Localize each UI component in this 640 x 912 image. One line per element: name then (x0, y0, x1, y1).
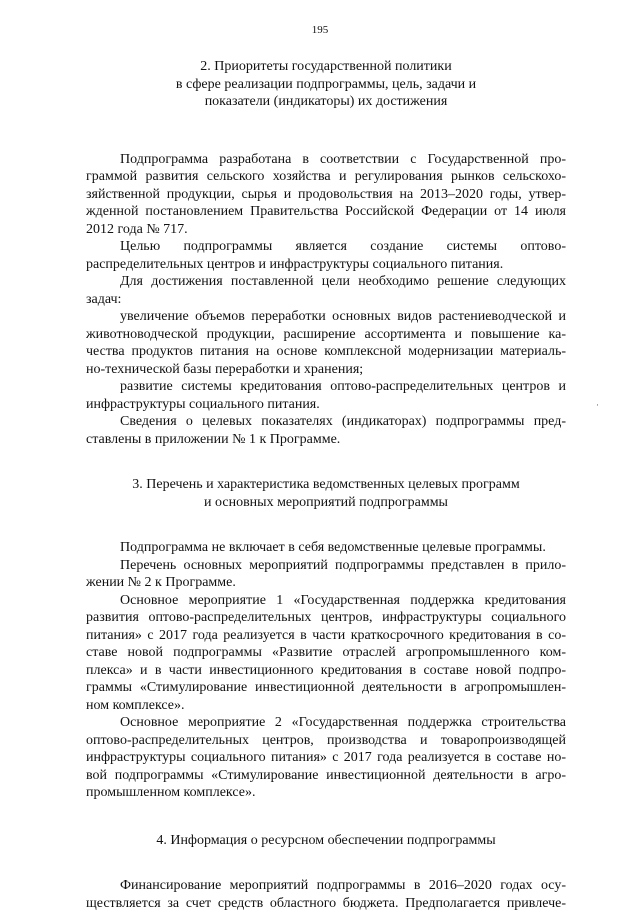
paragraph (86, 151, 566, 239)
text-line: промышленном комплексе». (86, 784, 566, 802)
text-line: Финансирование мероприятий подпрограммы в 2016–2020 годах осу- (86, 877, 566, 895)
text-line: развития оптово-распределительных центров, инфраструктуры социального (86, 609, 566, 627)
text-line: развитие системы кредитования оптово-распределительных центров и (86, 378, 566, 396)
section-2-heading (86, 58, 566, 111)
text-line: увеличение объемов переработки основных видов растениеводческой и (86, 308, 566, 326)
scan-artifact-mark: · (596, 400, 599, 410)
text-line: граммой развития сельского хозяйства и регулирования рынков сельскохо- (86, 168, 566, 186)
heading-line: 2. Приоритеты государственной политики (86, 58, 566, 76)
text-line: чества продуктов питания на основе комплексной модернизации материаль- (86, 343, 566, 361)
text-line: оптово-распределительных центров, производства и товаропроизводящей (86, 732, 566, 750)
paragraph (86, 714, 566, 802)
heading-line: показатели (индикаторы) их достижения (86, 93, 566, 111)
paragraph (86, 238, 566, 273)
text-line: Подпрограмма разработана в соответствии с Государственной про- (86, 151, 566, 169)
paragraph (86, 378, 566, 413)
text-line: жденной постановлением Правительства Российской Федерации от 14 июля (86, 203, 566, 221)
text-line: вой подпрограммы «Стимулирование инвестиционной деятельности в агро- (86, 767, 566, 785)
paragraph (86, 877, 566, 912)
text-line: животноводческой продукции, расширение ассортимента и повышение ка- (86, 326, 566, 344)
text-line: ном комплексе». (86, 697, 566, 715)
paragraph (86, 539, 566, 557)
text-line: Основное мероприятие 1 «Государственная поддержка кредитования (86, 592, 566, 610)
text-line: но-технической базы переработки и хранения; (86, 361, 566, 379)
text-line: жении № 2 к Программе. (86, 574, 566, 592)
paragraph (86, 557, 566, 592)
heading-line: и основных мероприятий подпрограммы (86, 494, 566, 512)
text-line: ставе новой подпрограммы «Развитие отраслей агропромышленного ком- (86, 644, 566, 662)
text-line: Сведения о целевых показателях (индикаторах) подпрограммы пред- (86, 413, 566, 431)
text-line: Основное мероприятие 2 «Государственная поддержка строительства (86, 714, 566, 732)
text-line: Подпрограмма не включает в себя ведомственные целевые программы. (86, 539, 566, 557)
text-line: Целью подпрограммы является создание системы оптово- (86, 238, 566, 256)
text-line: распределительных центров и инфраструктуры социального питания. (86, 256, 566, 274)
text-line: Для достижения поставленной цели необходимо решение следующих (86, 273, 566, 291)
text-line: инфраструктуры социального питания. (86, 396, 566, 414)
paragraph (86, 308, 566, 378)
text-line: ществляется за счет средств областного бюджета. Предполагается привлече- (86, 895, 566, 912)
text-line: питания» с 2017 года реализуется в части краткосрочного кредитования в со- (86, 627, 566, 645)
text-line: инфраструктуры социального питания» с 2017 года реализуется в составе но- (86, 749, 566, 767)
heading-line: в сфере реализации подпрограммы, цель, задачи и (86, 76, 566, 94)
paragraph (86, 413, 566, 448)
text-line: задач: (86, 291, 566, 309)
section-3-heading (86, 476, 566, 511)
text-line: граммы «Стимулирование инвестиционной деятельности в агропромышлен- (86, 679, 566, 697)
heading-line: 3. Перечень и характеристика ведомственных целевых программ (86, 476, 566, 494)
text-line: зяйственной продукции, сырья и продовольствия на 2013–2020 годы, утвер- (86, 186, 566, 204)
paragraph (86, 592, 566, 715)
document-body (86, 58, 566, 912)
paragraph (86, 273, 566, 308)
text-line: Перечень основных мероприятий подпрограммы представлен в прило- (86, 557, 566, 575)
text-line: 2012 года № 717. (86, 221, 566, 239)
page-number: 195 (0, 24, 640, 36)
text-line: плекса» и в части инвестиционного кредитования в составе новой подпро- (86, 662, 566, 680)
heading-line: 4. Информация о ресурсном обеспечении подпрограммы (86, 832, 566, 850)
section-4-heading (86, 832, 566, 850)
text-line: ставлены в приложении № 1 к Программе. (86, 431, 566, 449)
